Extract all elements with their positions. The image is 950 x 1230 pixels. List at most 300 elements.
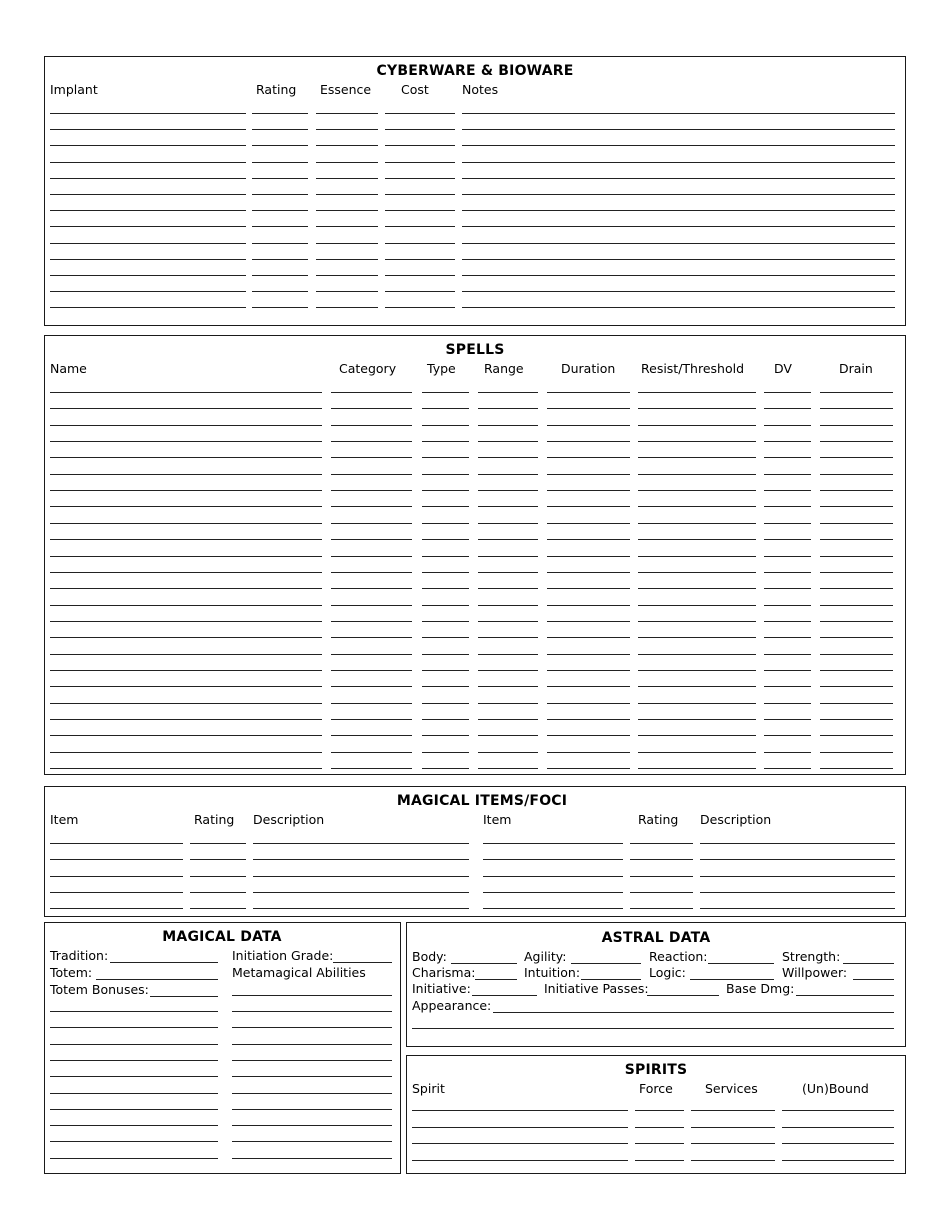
cyberware-row-line[interactable] xyxy=(50,113,246,114)
spell-row-line[interactable] xyxy=(478,686,538,687)
spirit-row-line[interactable] xyxy=(782,1143,894,1144)
cyberware-row-line[interactable] xyxy=(385,162,455,163)
initiation-grade-field[interactable] xyxy=(333,962,392,963)
spell-row-line[interactable] xyxy=(547,392,630,393)
cyberware-row-line[interactable] xyxy=(252,178,308,179)
cyberware-row-line[interactable] xyxy=(252,129,308,130)
reaction-field[interactable] xyxy=(708,963,774,964)
spell-row-line[interactable] xyxy=(764,506,811,507)
appearance-field[interactable] xyxy=(493,1012,894,1013)
spell-row-line[interactable] xyxy=(331,474,412,475)
cyberware-row-line[interactable] xyxy=(50,275,246,276)
cyberware-row-line[interactable] xyxy=(316,129,378,130)
spell-row-line[interactable] xyxy=(50,425,322,426)
magical-data-row-line[interactable] xyxy=(50,1060,218,1061)
magical-data-row-line[interactable] xyxy=(50,1011,218,1012)
item-row-line[interactable] xyxy=(50,859,183,860)
cyberware-row-line[interactable] xyxy=(316,113,378,114)
cyberware-row-line[interactable] xyxy=(316,145,378,146)
spell-row-line[interactable] xyxy=(478,490,538,491)
spell-row-line[interactable] xyxy=(820,490,893,491)
cyberware-row-line[interactable] xyxy=(462,178,895,179)
magical-data-row-line[interactable] xyxy=(50,1125,218,1126)
magical-data-row-line[interactable] xyxy=(50,1044,218,1045)
spell-row-line[interactable] xyxy=(50,703,322,704)
cyberware-row-line[interactable] xyxy=(462,291,895,292)
spell-row-line[interactable] xyxy=(478,425,538,426)
spell-row-line[interactable] xyxy=(478,768,538,769)
spell-row-line[interactable] xyxy=(478,588,538,589)
spell-row-line[interactable] xyxy=(638,621,756,622)
spell-row-line[interactable] xyxy=(764,556,811,557)
spell-row-line[interactable] xyxy=(820,768,893,769)
item-row-line[interactable] xyxy=(483,843,623,844)
magical-data-row-line[interactable] xyxy=(232,1044,392,1045)
spell-row-line[interactable] xyxy=(50,441,322,442)
item-row-line[interactable] xyxy=(483,908,623,909)
spirit-row-line[interactable] xyxy=(635,1160,684,1161)
spell-row-line[interactable] xyxy=(331,637,412,638)
spell-row-line[interactable] xyxy=(764,490,811,491)
spell-row-line[interactable] xyxy=(547,735,630,736)
spell-row-line[interactable] xyxy=(547,572,630,573)
cyberware-row-line[interactable] xyxy=(316,178,378,179)
spell-row-line[interactable] xyxy=(638,474,756,475)
spell-row-line[interactable] xyxy=(331,621,412,622)
spell-row-line[interactable] xyxy=(638,523,756,524)
tradition-field[interactable] xyxy=(110,962,218,963)
spell-row-line[interactable] xyxy=(764,572,811,573)
cyberware-row-line[interactable] xyxy=(252,194,308,195)
spell-row-line[interactable] xyxy=(422,621,469,622)
spell-row-line[interactable] xyxy=(638,392,756,393)
spell-row-line[interactable] xyxy=(547,768,630,769)
spell-row-line[interactable] xyxy=(764,735,811,736)
spell-row-line[interactable] xyxy=(50,637,322,638)
item-row-line[interactable] xyxy=(483,859,623,860)
cyberware-row-line[interactable] xyxy=(462,194,895,195)
spell-row-line[interactable] xyxy=(764,441,811,442)
item-row-line[interactable] xyxy=(50,876,183,877)
spell-row-line[interactable] xyxy=(422,474,469,475)
magical-data-row-line[interactable] xyxy=(232,1011,392,1012)
cyberware-row-line[interactable] xyxy=(462,162,895,163)
spell-row-line[interactable] xyxy=(331,506,412,507)
spirit-row-line[interactable] xyxy=(691,1143,775,1144)
spirit-row-line[interactable] xyxy=(691,1160,775,1161)
item-row-line[interactable] xyxy=(253,908,469,909)
cyberware-row-line[interactable] xyxy=(462,275,895,276)
spell-row-line[interactable] xyxy=(478,654,538,655)
spell-row-line[interactable] xyxy=(478,556,538,557)
totem-bonuses-field[interactable] xyxy=(150,996,218,997)
cyberware-row-line[interactable] xyxy=(316,210,378,211)
spell-row-line[interactable] xyxy=(820,752,893,753)
spell-row-line[interactable] xyxy=(50,605,322,606)
spell-row-line[interactable] xyxy=(820,425,893,426)
spell-row-line[interactable] xyxy=(422,490,469,491)
spell-row-line[interactable] xyxy=(764,408,811,409)
spell-row-line[interactable] xyxy=(478,735,538,736)
item-row-line[interactable] xyxy=(483,892,623,893)
cyberware-row-line[interactable] xyxy=(316,243,378,244)
spell-row-line[interactable] xyxy=(638,752,756,753)
spell-row-line[interactable] xyxy=(547,457,630,458)
item-row-line[interactable] xyxy=(630,876,693,877)
spell-row-line[interactable] xyxy=(820,506,893,507)
cyberware-row-line[interactable] xyxy=(252,162,308,163)
spell-row-line[interactable] xyxy=(764,752,811,753)
spell-row-line[interactable] xyxy=(547,506,630,507)
cyberware-row-line[interactable] xyxy=(385,113,455,114)
spell-row-line[interactable] xyxy=(331,523,412,524)
spell-row-line[interactable] xyxy=(638,605,756,606)
cyberware-row-line[interactable] xyxy=(462,259,895,260)
spell-row-line[interactable] xyxy=(331,588,412,589)
charisma-field[interactable] xyxy=(475,979,517,980)
spell-row-line[interactable] xyxy=(422,719,469,720)
spell-row-line[interactable] xyxy=(331,572,412,573)
spell-row-line[interactable] xyxy=(547,605,630,606)
spell-row-line[interactable] xyxy=(638,556,756,557)
item-row-line[interactable] xyxy=(700,876,895,877)
spell-row-line[interactable] xyxy=(50,539,322,540)
cyberware-row-line[interactable] xyxy=(385,226,455,227)
spell-row-line[interactable] xyxy=(764,719,811,720)
spell-row-line[interactable] xyxy=(820,556,893,557)
spirit-row-line[interactable] xyxy=(635,1110,684,1111)
logic-field[interactable] xyxy=(690,979,774,980)
cyberware-row-line[interactable] xyxy=(50,307,246,308)
spell-row-line[interactable] xyxy=(820,474,893,475)
spell-row-line[interactable] xyxy=(547,719,630,720)
spell-row-line[interactable] xyxy=(50,735,322,736)
item-row-line[interactable] xyxy=(630,892,693,893)
spell-row-line[interactable] xyxy=(638,703,756,704)
spell-row-line[interactable] xyxy=(820,572,893,573)
item-row-line[interactable] xyxy=(190,843,246,844)
spirit-row-line[interactable] xyxy=(691,1127,775,1128)
spell-row-line[interactable] xyxy=(422,686,469,687)
spirit-row-line[interactable] xyxy=(782,1160,894,1161)
spell-row-line[interactable] xyxy=(422,572,469,573)
spell-row-line[interactable] xyxy=(331,686,412,687)
spell-row-line[interactable] xyxy=(478,539,538,540)
magical-data-row-line[interactable] xyxy=(232,1093,392,1094)
spell-row-line[interactable] xyxy=(478,703,538,704)
spell-row-line[interactable] xyxy=(764,686,811,687)
spirit-row-line[interactable] xyxy=(635,1143,684,1144)
spell-row-line[interactable] xyxy=(50,621,322,622)
spell-row-line[interactable] xyxy=(638,686,756,687)
spell-row-line[interactable] xyxy=(50,474,322,475)
spell-row-line[interactable] xyxy=(820,735,893,736)
item-row-line[interactable] xyxy=(50,843,183,844)
cyberware-row-line[interactable] xyxy=(462,129,895,130)
base-dmg-field[interactable] xyxy=(796,995,894,996)
spell-row-line[interactable] xyxy=(422,506,469,507)
spell-row-line[interactable] xyxy=(764,474,811,475)
item-row-line[interactable] xyxy=(190,908,246,909)
spell-row-line[interactable] xyxy=(638,490,756,491)
spell-row-line[interactable] xyxy=(422,539,469,540)
item-row-line[interactable] xyxy=(253,843,469,844)
spirit-row-line[interactable] xyxy=(412,1160,628,1161)
spell-row-line[interactable] xyxy=(331,654,412,655)
spell-row-line[interactable] xyxy=(422,752,469,753)
spell-row-line[interactable] xyxy=(820,539,893,540)
spell-row-line[interactable] xyxy=(764,605,811,606)
cyberware-row-line[interactable] xyxy=(462,113,895,114)
spell-row-line[interactable] xyxy=(50,490,322,491)
spell-row-line[interactable] xyxy=(422,735,469,736)
item-row-line[interactable] xyxy=(483,876,623,877)
item-row-line[interactable] xyxy=(190,859,246,860)
cyberware-row-line[interactable] xyxy=(462,226,895,227)
spell-row-line[interactable] xyxy=(478,506,538,507)
item-row-line[interactable] xyxy=(630,908,693,909)
spell-row-line[interactable] xyxy=(478,637,538,638)
intuition-field[interactable] xyxy=(581,979,641,980)
spell-row-line[interactable] xyxy=(764,654,811,655)
spell-row-line[interactable] xyxy=(422,441,469,442)
spirit-row-line[interactable] xyxy=(691,1110,775,1111)
spell-row-line[interactable] xyxy=(638,588,756,589)
spell-row-line[interactable] xyxy=(638,506,756,507)
item-row-line[interactable] xyxy=(630,859,693,860)
spell-row-line[interactable] xyxy=(820,637,893,638)
spell-row-line[interactable] xyxy=(638,637,756,638)
spell-row-line[interactable] xyxy=(478,605,538,606)
metamagical-field[interactable] xyxy=(232,995,392,996)
spell-row-line[interactable] xyxy=(638,425,756,426)
spell-row-line[interactable] xyxy=(478,474,538,475)
cyberware-row-line[interactable] xyxy=(252,145,308,146)
spell-row-line[interactable] xyxy=(50,392,322,393)
cyberware-row-line[interactable] xyxy=(385,178,455,179)
spell-row-line[interactable] xyxy=(331,703,412,704)
spell-row-line[interactable] xyxy=(820,686,893,687)
spell-row-line[interactable] xyxy=(547,441,630,442)
spell-row-line[interactable] xyxy=(331,605,412,606)
cyberware-row-line[interactable] xyxy=(316,291,378,292)
cyberware-row-line[interactable] xyxy=(50,194,246,195)
magical-data-row-line[interactable] xyxy=(232,1141,392,1142)
cyberware-row-line[interactable] xyxy=(50,129,246,130)
spell-row-line[interactable] xyxy=(331,539,412,540)
magical-data-row-line[interactable] xyxy=(232,1076,392,1077)
magical-data-row-line[interactable] xyxy=(50,1027,218,1028)
spell-row-line[interactable] xyxy=(331,425,412,426)
spell-row-line[interactable] xyxy=(638,654,756,655)
body-field[interactable] xyxy=(451,963,517,964)
cyberware-row-line[interactable] xyxy=(316,259,378,260)
spell-row-line[interactable] xyxy=(547,621,630,622)
spell-row-line[interactable] xyxy=(638,572,756,573)
spirit-row-line[interactable] xyxy=(412,1110,628,1111)
spell-row-line[interactable] xyxy=(764,523,811,524)
cyberware-row-line[interactable] xyxy=(385,291,455,292)
cyberware-row-line[interactable] xyxy=(50,243,246,244)
item-row-line[interactable] xyxy=(190,892,246,893)
spell-row-line[interactable] xyxy=(478,392,538,393)
spell-row-line[interactable] xyxy=(764,425,811,426)
spell-row-line[interactable] xyxy=(331,768,412,769)
spell-row-line[interactable] xyxy=(547,425,630,426)
totem-field[interactable] xyxy=(96,979,218,980)
spell-row-line[interactable] xyxy=(422,588,469,589)
willpower-field[interactable] xyxy=(853,979,894,980)
spell-row-line[interactable] xyxy=(50,686,322,687)
spell-row-line[interactable] xyxy=(422,425,469,426)
spell-row-line[interactable] xyxy=(50,556,322,557)
spell-row-line[interactable] xyxy=(547,523,630,524)
spell-row-line[interactable] xyxy=(547,588,630,589)
magical-data-row-line[interactable] xyxy=(232,1060,392,1061)
spell-row-line[interactable] xyxy=(764,539,811,540)
spell-row-line[interactable] xyxy=(331,441,412,442)
cyberware-row-line[interactable] xyxy=(385,275,455,276)
spell-row-line[interactable] xyxy=(50,752,322,753)
cyberware-row-line[interactable] xyxy=(252,291,308,292)
spell-row-line[interactable] xyxy=(764,457,811,458)
spell-row-line[interactable] xyxy=(422,768,469,769)
spell-row-line[interactable] xyxy=(331,457,412,458)
spell-row-line[interactable] xyxy=(50,768,322,769)
spell-row-line[interactable] xyxy=(820,670,893,671)
spell-row-line[interactable] xyxy=(638,768,756,769)
item-row-line[interactable] xyxy=(700,843,895,844)
cyberware-row-line[interactable] xyxy=(316,194,378,195)
magical-data-row-line[interactable] xyxy=(50,1158,218,1159)
cyberware-row-line[interactable] xyxy=(252,259,308,260)
spell-row-line[interactable] xyxy=(478,621,538,622)
spell-row-line[interactable] xyxy=(547,490,630,491)
spell-row-line[interactable] xyxy=(820,441,893,442)
magical-data-row-line[interactable] xyxy=(50,1076,218,1077)
initiative-passes-field[interactable] xyxy=(647,995,719,996)
spell-row-line[interactable] xyxy=(820,605,893,606)
spell-row-line[interactable] xyxy=(547,539,630,540)
cyberware-row-line[interactable] xyxy=(50,226,246,227)
spell-row-line[interactable] xyxy=(478,523,538,524)
spell-row-line[interactable] xyxy=(50,588,322,589)
spell-row-line[interactable] xyxy=(331,752,412,753)
cyberware-row-line[interactable] xyxy=(252,307,308,308)
spell-row-line[interactable] xyxy=(638,719,756,720)
cyberware-row-line[interactable] xyxy=(316,226,378,227)
spell-row-line[interactable] xyxy=(547,670,630,671)
magical-data-row-line[interactable] xyxy=(50,1109,218,1110)
spell-row-line[interactable] xyxy=(547,686,630,687)
cyberware-row-line[interactable] xyxy=(50,291,246,292)
spell-row-line[interactable] xyxy=(764,703,811,704)
appearance-field-line2[interactable] xyxy=(412,1028,894,1029)
spell-row-line[interactable] xyxy=(422,556,469,557)
spell-row-line[interactable] xyxy=(820,719,893,720)
cyberware-row-line[interactable] xyxy=(462,243,895,244)
spell-row-line[interactable] xyxy=(50,408,322,409)
spell-row-line[interactable] xyxy=(478,670,538,671)
magical-data-row-line[interactable] xyxy=(232,1125,392,1126)
spell-row-line[interactable] xyxy=(478,752,538,753)
spell-row-line[interactable] xyxy=(547,637,630,638)
spell-row-line[interactable] xyxy=(331,408,412,409)
spell-row-line[interactable] xyxy=(422,392,469,393)
cyberware-row-line[interactable] xyxy=(252,226,308,227)
spell-row-line[interactable] xyxy=(50,654,322,655)
magical-data-row-line[interactable] xyxy=(232,1158,392,1159)
cyberware-row-line[interactable] xyxy=(50,210,246,211)
spell-row-line[interactable] xyxy=(820,523,893,524)
spell-row-line[interactable] xyxy=(50,719,322,720)
cyberware-row-line[interactable] xyxy=(50,145,246,146)
magical-data-row-line[interactable] xyxy=(50,1141,218,1142)
magical-data-row-line[interactable] xyxy=(232,1109,392,1110)
spell-row-line[interactable] xyxy=(820,621,893,622)
cyberware-row-line[interactable] xyxy=(50,259,246,260)
spell-row-line[interactable] xyxy=(820,408,893,409)
spell-row-line[interactable] xyxy=(422,670,469,671)
cyberware-row-line[interactable] xyxy=(385,194,455,195)
initiative-field[interactable] xyxy=(472,995,537,996)
cyberware-row-line[interactable] xyxy=(252,113,308,114)
spell-row-line[interactable] xyxy=(50,506,322,507)
spirit-row-line[interactable] xyxy=(635,1127,684,1128)
spell-row-line[interactable] xyxy=(50,523,322,524)
spell-row-line[interactable] xyxy=(547,474,630,475)
cyberware-row-line[interactable] xyxy=(316,307,378,308)
cyberware-row-line[interactable] xyxy=(385,307,455,308)
spell-row-line[interactable] xyxy=(820,392,893,393)
spell-row-line[interactable] xyxy=(331,392,412,393)
spell-row-line[interactable] xyxy=(422,605,469,606)
spell-row-line[interactable] xyxy=(764,670,811,671)
item-row-line[interactable] xyxy=(253,859,469,860)
agility-field[interactable] xyxy=(571,963,641,964)
item-row-line[interactable] xyxy=(630,843,693,844)
spell-row-line[interactable] xyxy=(820,588,893,589)
magical-data-row-line[interactable] xyxy=(50,1093,218,1094)
strength-field[interactable] xyxy=(843,963,894,964)
spell-row-line[interactable] xyxy=(50,670,322,671)
spell-row-line[interactable] xyxy=(50,572,322,573)
spell-row-line[interactable] xyxy=(638,539,756,540)
spell-row-line[interactable] xyxy=(764,392,811,393)
spirit-row-line[interactable] xyxy=(782,1110,894,1111)
spell-row-line[interactable] xyxy=(764,621,811,622)
spell-row-line[interactable] xyxy=(331,490,412,491)
cyberware-row-line[interactable] xyxy=(385,243,455,244)
cyberware-row-line[interactable] xyxy=(252,210,308,211)
spell-row-line[interactable] xyxy=(50,457,322,458)
spell-row-line[interactable] xyxy=(547,408,630,409)
spell-row-line[interactable] xyxy=(547,556,630,557)
spell-row-line[interactable] xyxy=(820,457,893,458)
spell-row-line[interactable] xyxy=(478,408,538,409)
spell-row-line[interactable] xyxy=(478,457,538,458)
spell-row-line[interactable] xyxy=(422,654,469,655)
cyberware-row-line[interactable] xyxy=(50,178,246,179)
item-row-line[interactable] xyxy=(253,892,469,893)
spell-row-line[interactable] xyxy=(478,572,538,573)
spell-row-line[interactable] xyxy=(638,735,756,736)
item-row-line[interactable] xyxy=(50,908,183,909)
spell-row-line[interactable] xyxy=(331,719,412,720)
spell-row-line[interactable] xyxy=(331,735,412,736)
cyberware-row-line[interactable] xyxy=(462,307,895,308)
cyberware-row-line[interactable] xyxy=(385,210,455,211)
